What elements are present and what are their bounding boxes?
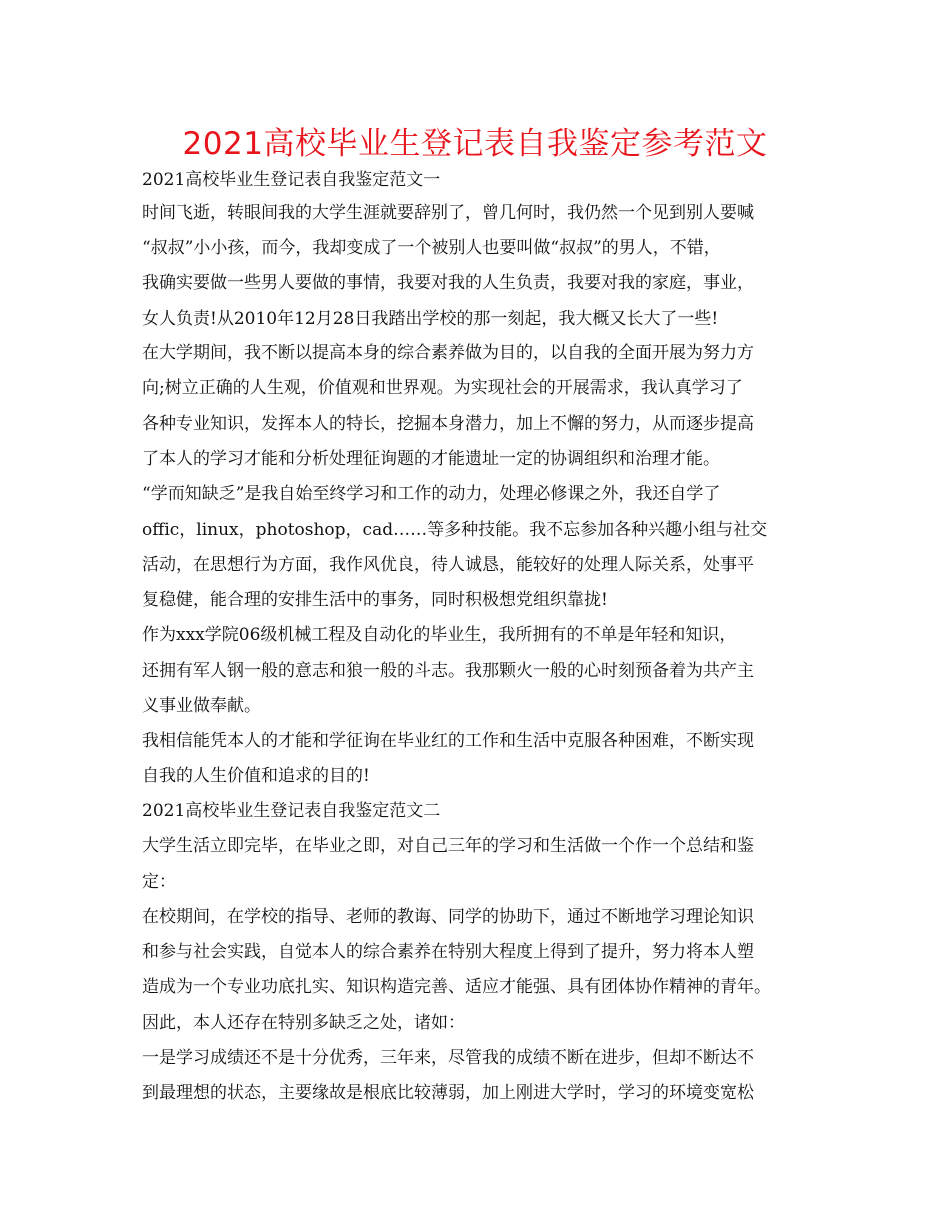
paragraph-line: “学而知缺乏”是我自始至终学习和工作的动力，处理必修课之外，我还自学了 <box>142 484 721 504</box>
paragraph-line: 因此，本人还存在特别多缺乏之处，诸如： <box>142 1013 465 1033</box>
paragraph-line: offic，linux，photoshop，cad……等多种技能。我不忘参加各种兴趣小组与社交 <box>142 520 768 540</box>
paragraph-line: 造成为一个专业功底扎实、知识构造完善、适应才能强、具有团体协作精神的青年。 <box>142 977 771 997</box>
paragraph-line: 了本人的学习才能和分析处理征询题的才能遗址一定的协调组织和治理才能。 <box>142 449 720 469</box>
paragraph-line: 一是学习成绩还不是十分优秀，三年来，尽管我的成绩不断在进步，但却不断达不 <box>142 1048 754 1068</box>
paragraph-line: 复稳健，能合理的安排生活中的事务，同时积极想党组织靠拢! <box>142 590 608 610</box>
paragraph-line: 定： <box>142 872 176 892</box>
section-heading-1: 2021高校毕业生登记表自我鉴定范文一 <box>142 170 441 190</box>
section-heading-2: 2021高校毕业生登记表自我鉴定范文二 <box>142 801 441 821</box>
paragraph-line: 义事业做奉献。 <box>142 696 261 716</box>
paragraph-line: 在大学期间，我不断以提高本身的综合素养做为目的，以自我的全面开展为努力方 <box>142 343 754 363</box>
document-title: 2021高校毕业生登记表自我鉴定参考范文 <box>182 126 768 162</box>
paragraph-line: 我确实要做一些男人要做的事情，我要对我的人生负责，我要对我的家庭，事业， <box>142 273 754 293</box>
paragraph-line: 时间飞逝，转眼间我的大学生涯就要辞别了，曾几何时，我仍然一个见到别人要喊 <box>142 203 754 223</box>
paragraph-line: 到最理想的状态，主要缘故是根底比较薄弱，加上刚进大学时，学习的环境变宽松 <box>142 1083 754 1103</box>
paragraph-line: 大学生活立即完毕，在毕业之即，对自己三年的学习和生活做一个作一个总结和鉴 <box>142 836 754 856</box>
paragraph-line: 在校期间，在学校的指导、老师的教诲、同学的协助下，通过不断地学习理论知识 <box>142 907 754 927</box>
paragraph-line: 作为xxx学院06级机械工程及自动化的毕业生，我所拥有的不单是年轻和知识， <box>142 625 737 645</box>
paragraph-line: 还拥有军人钢一般的意志和狼一般的斗志。我那颗火一般的心时刻预备着为共产主 <box>142 661 754 681</box>
paragraph-line: 向;树立正确的人生观，价值观和世界观。为实现社会的开展需求，我认真学习了 <box>142 378 743 398</box>
paragraph-line: 和参与社会实践，自觉本人的综合素养在特别大程度上得到了提升，努力将本人塑 <box>142 942 754 962</box>
paragraph-line: 各种专业知识，发挥本人的特长，挖掘本身潜力，加上不懈的努力，从而逐步提高 <box>142 414 754 434</box>
paragraph-line: 活动，在思想行为方面，我作风优良，待人诚恳，能较好的处理人际关系，处事平 <box>142 555 754 575</box>
paragraph-line: “叔叔”小小孩，而今，我却变成了一个被别人也要叫做“叔叔”的男人，不错， <box>142 238 721 258</box>
paragraph-line: 女人负责!从2010年12月28日我踏出学校的那一刻起，我大概又长大了一些! <box>142 309 719 329</box>
paragraph-line: 自我的人生价值和追求的目的! <box>142 766 370 786</box>
paragraph-line: 我相信能凭本人的才能和学征询在毕业红的工作和生活中克服各种困难，不断实现 <box>142 731 754 751</box>
